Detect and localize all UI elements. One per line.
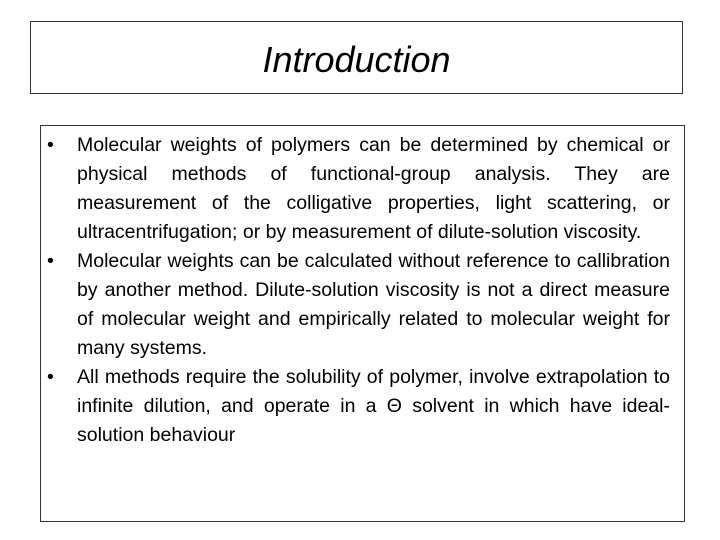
bullet-list <box>41 126 684 450</box>
bullet-text: All methods require the solubility of polymer, involve extrapolation to infinite dilution, and operate in a Θ solvent in which have ideal-solution behaviour <box>77 366 670 446</box>
bullet-item <box>41 247 670 363</box>
title-box <box>30 21 683 94</box>
bullet-text: Molecular weights can be calculated without reference to callibration by another method. Dilute-solution viscosity is not a direct measure of molecular weight and empirically related to molecular weight for many systems. <box>77 250 670 359</box>
bullet-item <box>41 363 670 450</box>
slide-title: Introduction <box>262 38 451 80</box>
bullet-icon: • <box>47 250 54 272</box>
bullet-text: Molecular weights of polymers can be determined by chemical or physical methods of functional-group analysis. They are measurement of the colligative properties, light scattering, or ultracentrifugation; or by measurement of dilute-solution viscosity. <box>77 134 670 243</box>
bullet-icon: • <box>47 134 54 156</box>
bullet-item <box>41 131 670 247</box>
bullet-icon: • <box>47 366 54 388</box>
content-box <box>40 125 685 522</box>
